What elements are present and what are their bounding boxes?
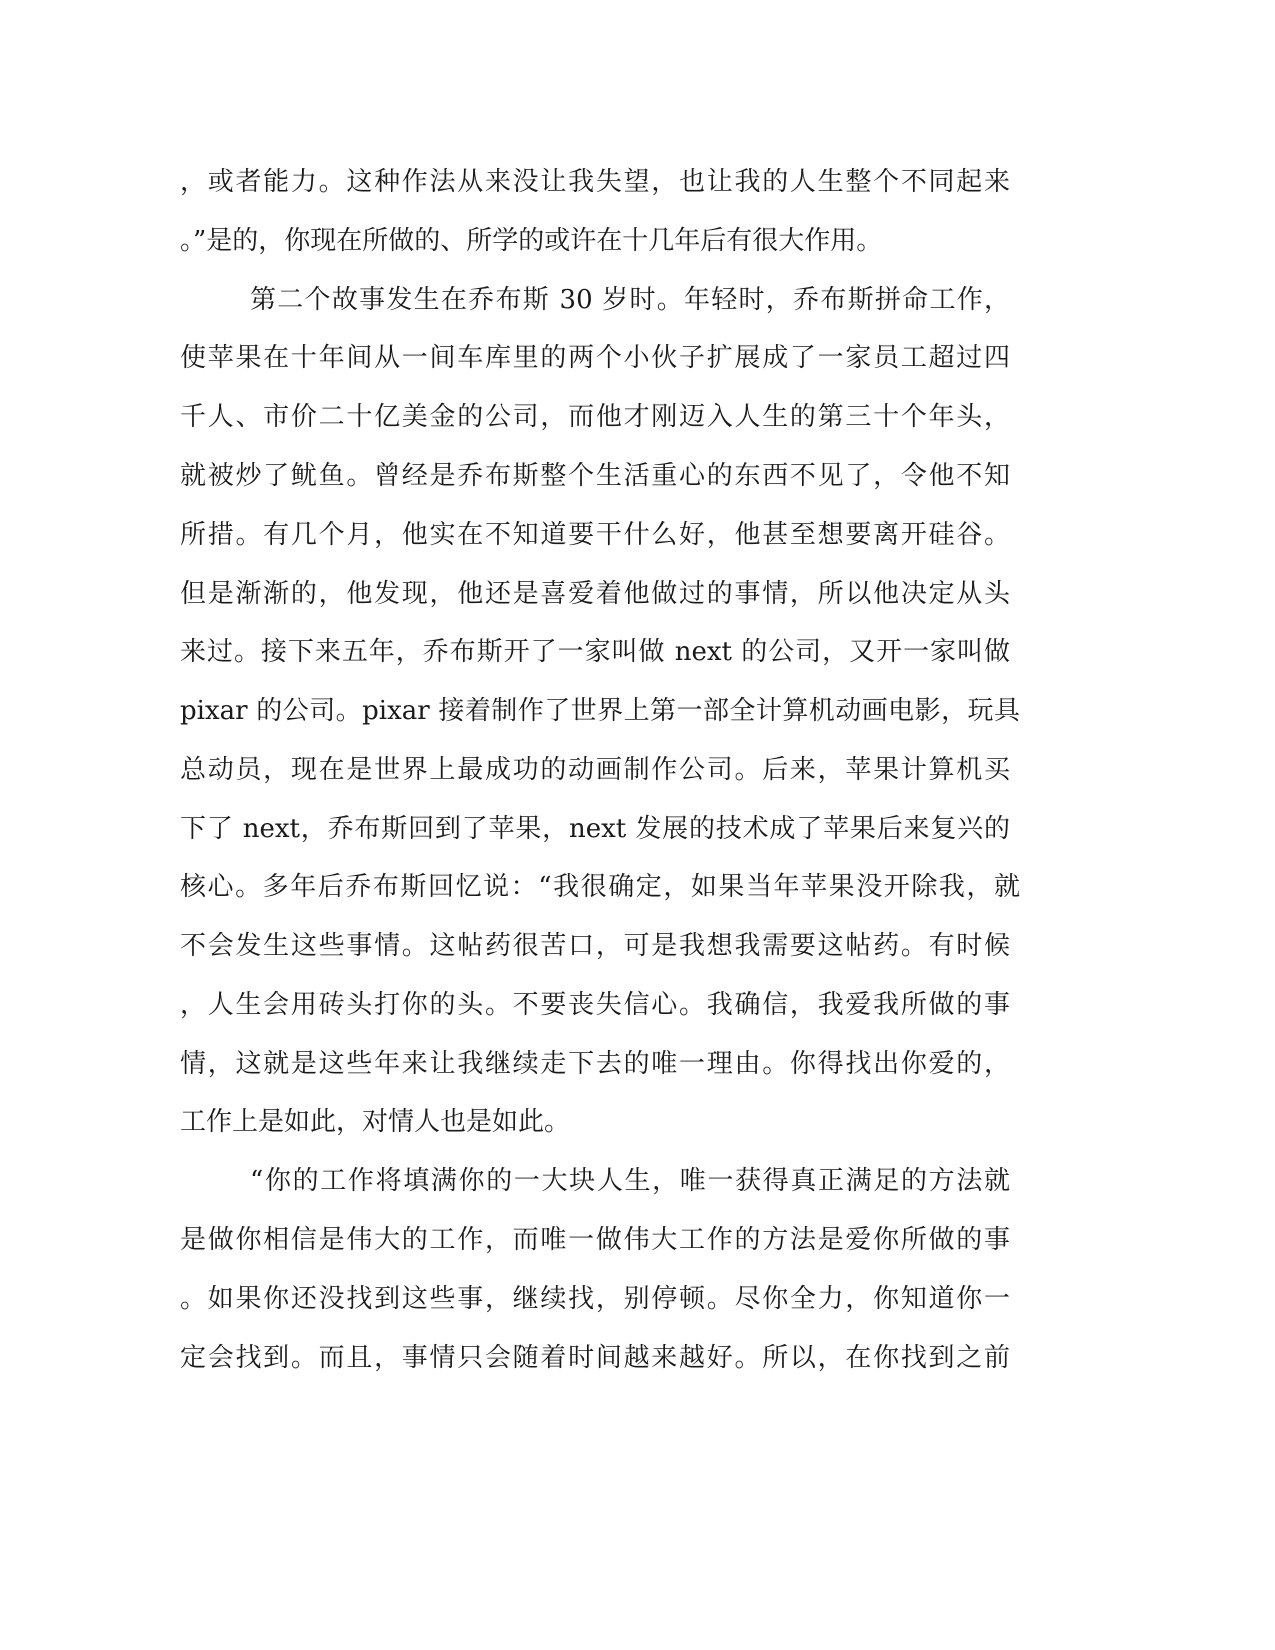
text-line: 所措。有几个月，他实在不知道要干什么好，他甚至想要离开硅谷。 [180,520,1010,550]
text-line: 不会发生这些事情。这帖药很苦口，可是我想我需要这帖药。有时候 [180,931,1010,961]
text-line: 核心。多年后乔布斯回忆说：“我很确定，如果当年苹果没开除我，就 [180,872,1020,902]
text-line: 但是渐渐的，他发现，他还是喜爱着他做过的事情，所以他决定从头 [180,579,1010,609]
text-line: 来过。接下来五年，乔布斯开了一家叫做 next 的公司，又开一家叫做 [180,637,1010,667]
text-line: 就被炒了鱿鱼。曾经是乔布斯整个生活重心的东西不见了，令他不知 [180,461,1010,491]
text-line: 下了 next，乔布斯回到了苹果，next 发展的技术成了苹果后来复兴的 [180,814,1010,844]
text-line: 千人、市价二十亿美金的公司，而他才刚迈入人生的第三十个年头， [180,402,1010,432]
text-line: 。”是的，你现在所做的、所学的或许在十几年后有很大作用。 [180,226,883,256]
text-line: 使苹果在十年间从一间车库里的两个小伙子扩展成了一家员工超过四 [180,343,1010,373]
text-line: 是做你相信是伟大的工作，而唯一做伟大工作的方法是爱你所做的事 [180,1225,1010,1255]
text-line: ，人生会用砖头打你的头。不要丧失信心。我确信，我爱我所做的事 [180,990,1010,1020]
text-line: 总动员，现在是世界上最成功的动画制作公司。后来，苹果计算机买 [180,755,1010,785]
text-line: pixar 的公司。pixar 接着制作了世界上第一部全计算机动画电影，玩具 [180,696,1020,726]
text-line: 定会找到。而且，事情只会随着时间越来越好。所以，在你找到之前 [180,1343,1010,1373]
text-line: ，或者能力。这种作法从来没让我失望，也让我的人生整个不同起来 [180,167,1010,197]
paragraph-first-line: “你的工作将填满你的一大块人生，唯一获得真正满足的方法就 [250,1166,1010,1196]
text-line: 工作上是如此，对情人也是如此。 [180,1107,571,1137]
paragraph-first-line: 第二个故事发生在乔布斯 30 岁时。年轻时，乔布斯拼命工作， [250,285,1010,315]
text-line: 。如果你还没找到这些事，继续找，别停顿。尽你全力，你知道你一 [180,1284,1010,1314]
text-line: 情，这就是这些年来让我继续走下去的唯一理由。你得找出你爱的， [180,1049,1010,1079]
